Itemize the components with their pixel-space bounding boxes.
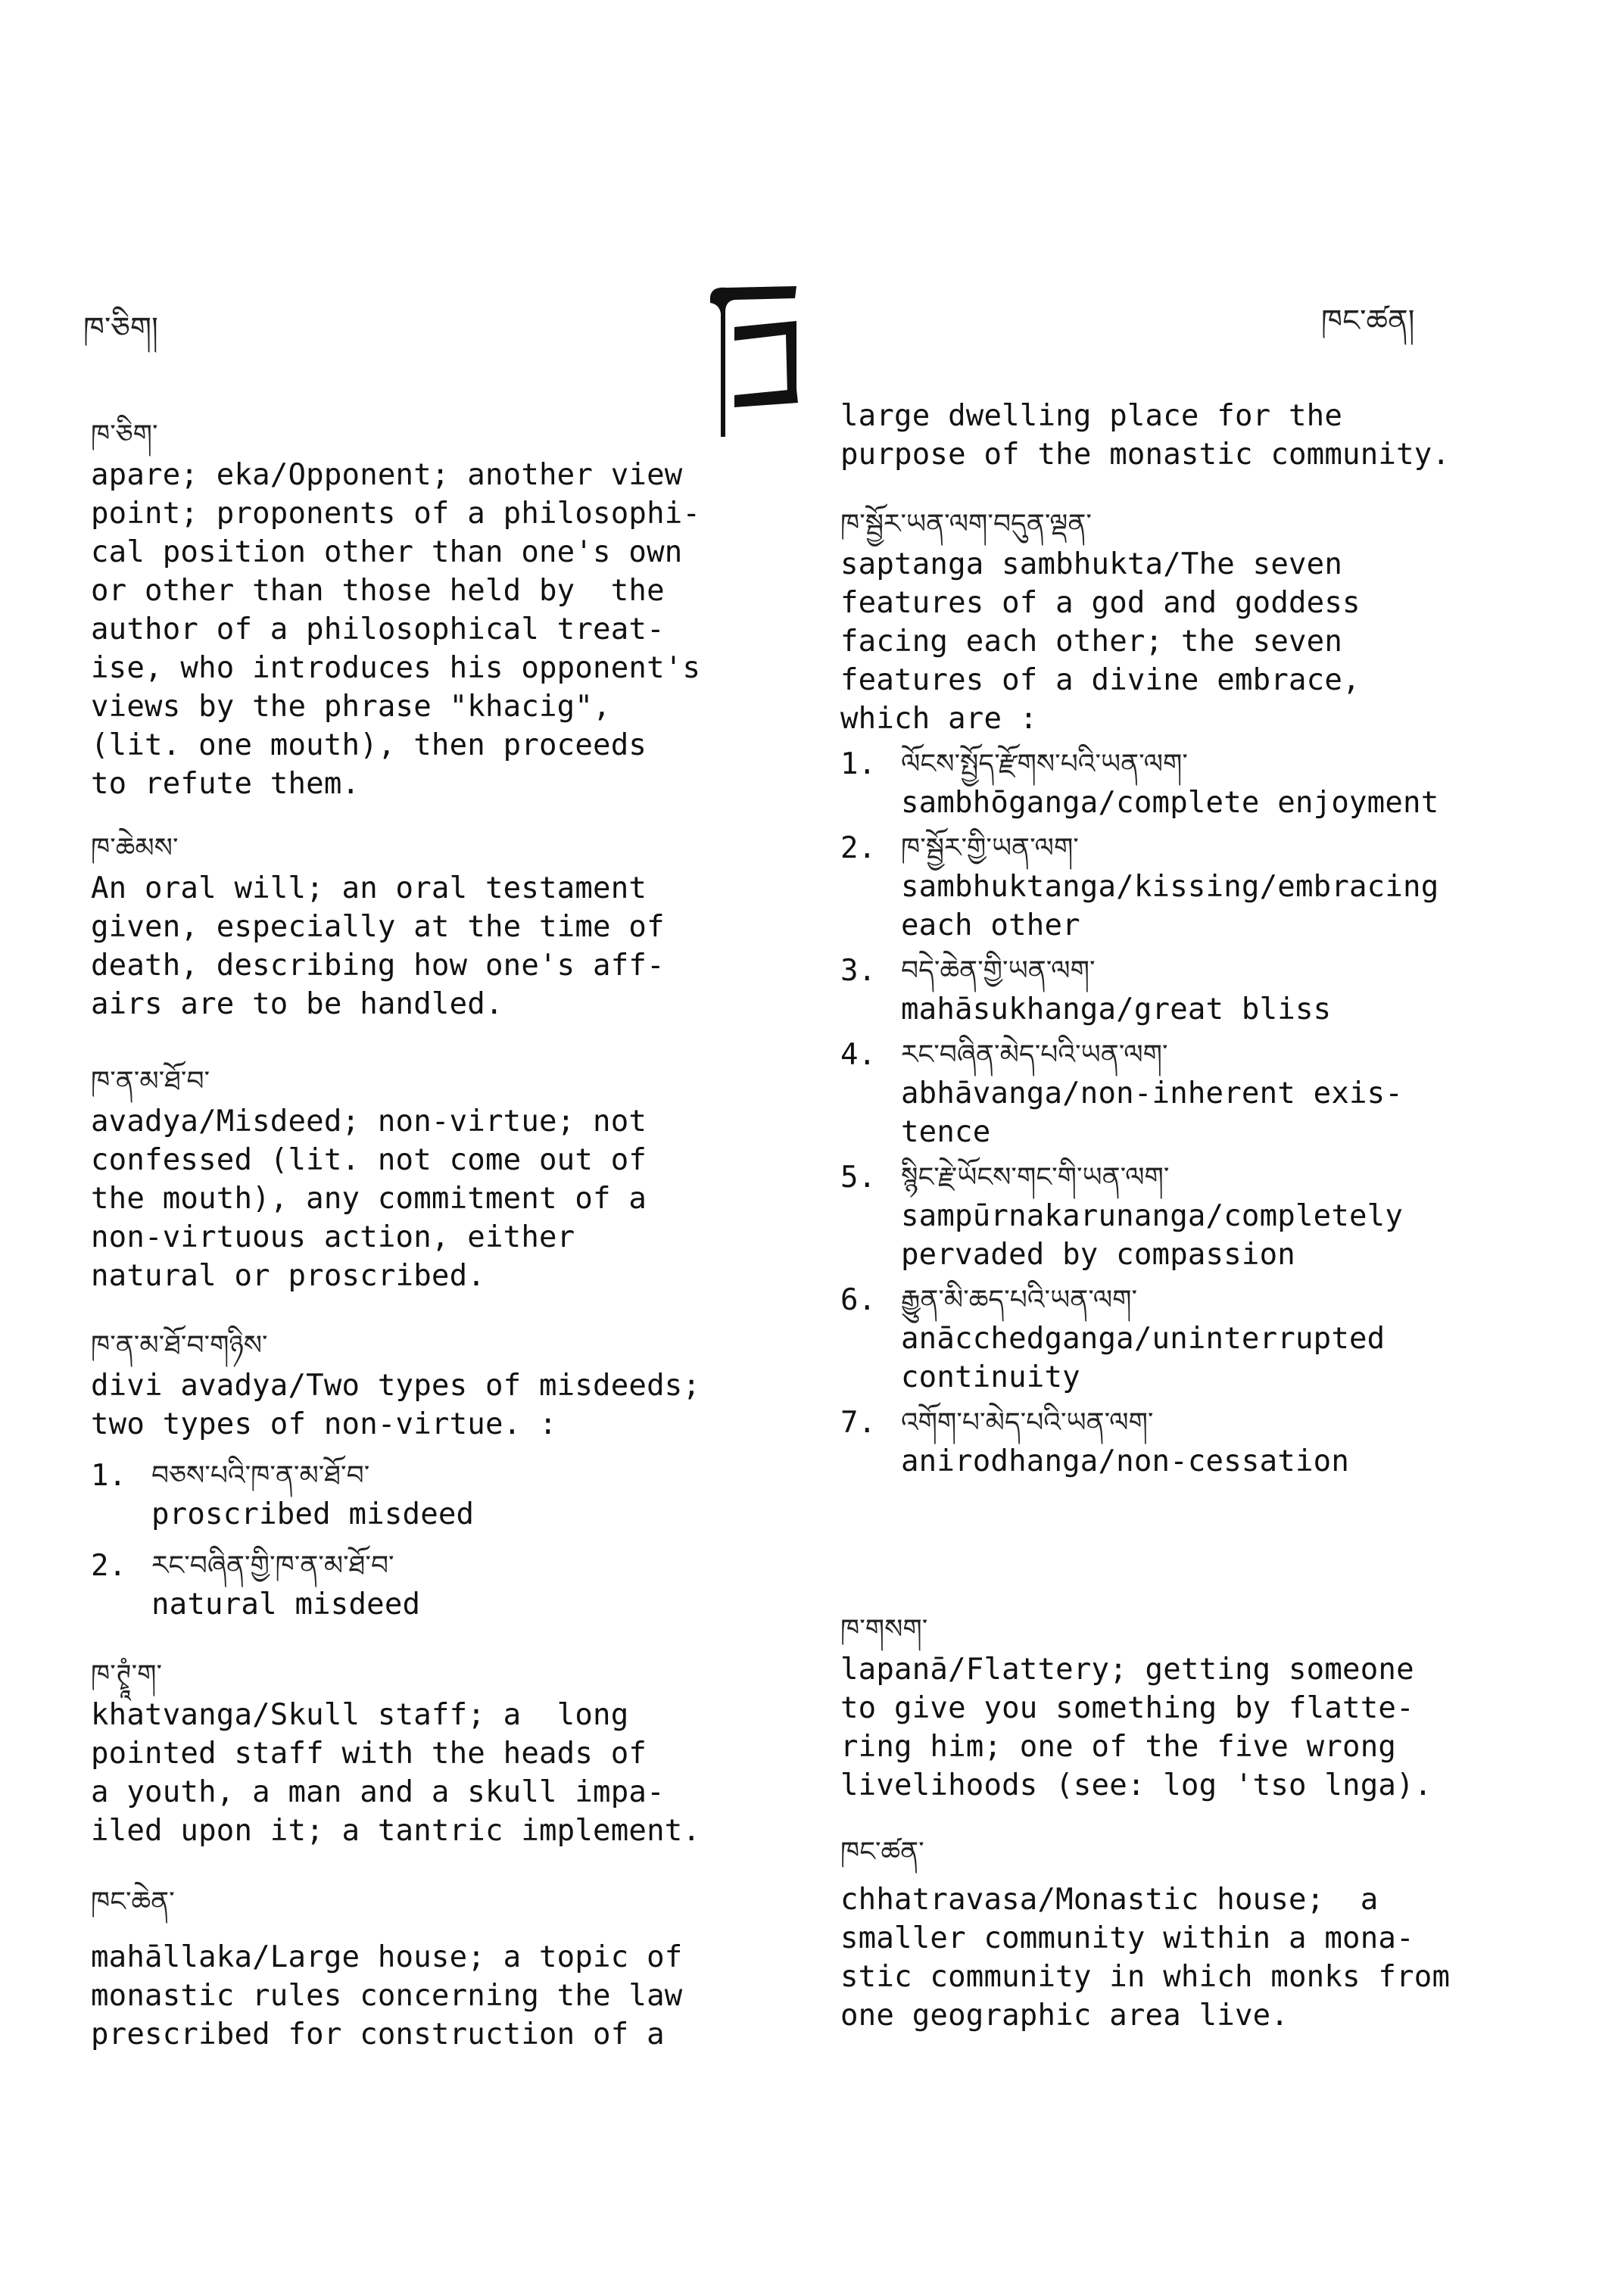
list-item [840,746,1439,822]
definition-continued: large dwelling place for the purpose of the monastic community. [840,399,1451,472]
item-tibetan: སྙིང་རྗེ་ཡོངས་གང་གི་ཡན་ལག་ [901,1162,1170,1193]
continuation-text [840,397,1450,474]
item-text: anirodhanga/non-cessation [901,1444,1349,1478]
entry-khang-chen [91,1882,682,2054]
item-tibetan: རྒྱུན་མི་ཆད་པའི་ཡན་ལག་ [901,1285,1138,1316]
definition: chhatravasa/Monastic house; a smaller community within a mona- stic community in which monks from one geographic area live. [840,1883,1451,2033]
left-guideword: ཁ་ཅིག། [83,311,158,346]
list-item [840,830,1439,945]
item-tibetan: ཁ་སྦྱོར་གྱི་ཡན་ལག་ [901,833,1079,864]
item-text: sambhuktanga/kissing/embracing each other [901,870,1439,942]
item-tibetan: རང་བཞིན་མེད་པའི་ཡན་ལག་ [901,1039,1168,1070]
item-text: sambhōganga/complete enjoyment [901,786,1439,820]
headword: ཁང་ཚན་ [840,1837,924,1868]
entry-kha-na-ma-tho-ba [91,1061,647,1295]
item-number: 5. [840,1161,876,1195]
headword: ཁང་ཆེན་ [91,1886,175,1918]
list-item [840,952,1439,1029]
list-item [91,1457,700,1534]
item-text: sampūrnakarunanga/completely pervaded by compassion [901,1199,1404,1272]
definition: saptanga sambhukta/The seven features of a god and goddess facing each other; the seven features of a divine embrace, which are : [840,547,1361,736]
entry-kha-na-ma-tho-ba-gnyis [91,1326,700,1624]
item-number: 6. [840,1283,876,1317]
item-tibetan: བདེ་ཆེན་གྱི་ཡན་ལག་ [901,955,1096,986]
item-text: proscribed misdeed [151,1497,475,1531]
entry-khang-tshan [840,1832,1450,2035]
list-item [840,1282,1439,1397]
item-text: natural misdeed [151,1587,421,1622]
item-number: 2. [840,831,876,865]
entry-kha-chems [91,828,665,1023]
headword: ཁ་གསག་ [840,1614,928,1645]
definition: divi avadya/Two types of misdeeds; two types of non-virtue. : [91,1369,701,1441]
headword: ཁ་ན་མ་ཐོ་བ་གཉིས་ [91,1330,268,1361]
item-number: 1. [840,747,876,781]
definition: apare; eka/Opponent; another view point; proponents of a philosophi- cal position other than one's own or other than those held by the author of a philosophical treat- ise, who introduces his opponent's views by the phrase "khacig", (lit. one mouth), then proceeds to refute them. [91,458,701,801]
definition: An oral will; an oral testament given, especially at the time of death, describing how one's aff- airs are to be handled. [91,871,665,1021]
headword: ཁ་ཅིག་ [91,419,158,450]
list-item [840,1159,1439,1274]
headword: ཁ་སྦྱོར་ཡན་ལག་བདུན་ལྡན་ [840,509,1092,540]
definition: mahāllaka/Large house; a topic of monastic rules concerning the law prescribed for construction of a [91,1940,683,2052]
list-item [840,1036,1439,1151]
item-number: 3. [840,954,876,988]
list-item [840,1404,1439,1481]
item-tibetan: ལོངས་སྤྱོད་རྫོགས་པའི་ཡན་ལག་ [901,749,1188,780]
entry-kha-gsag [840,1609,1432,1805]
item-number: 7. [840,1406,876,1440]
item-number: 4. [840,1038,876,1072]
item-text: abhāvanga/non-inherent exis- tence [901,1076,1404,1149]
item-tibetan: འགོག་པ་མེད་པའི་ཡན་ལག་ [901,1407,1154,1438]
definition: khatvanga/Skull staff; a long pointed staff with the heads of a youth, a man and a skull impa- iled upon it; a tantric implement. [91,1698,701,1848]
headword: ཁ་ཊྭཱཾ་ག་ [91,1659,163,1690]
entry-kha-sbyor-yan-lag-bdun-ldan [840,504,1439,1481]
item-number: 1. [91,1459,126,1493]
definition: lapanā/Flattery; getting someone to give you something by flatte- ring him; one of the five wrong livelihoods (see: log 'tso lnga). [840,1653,1432,1802]
headword: ཁ་ཆེམས་ [91,833,179,864]
section-letter-glyph [704,282,803,441]
item-tibetan: བཅས་པའི་ཁ་ན་མ་ཐོ་བ་ [151,1460,370,1491]
item-text: mahāsukhanga/great bliss [901,992,1332,1027]
right-guideword: ཁང་ཚན། [1321,304,1415,338]
list-item [91,1547,700,1624]
entry-kha-cig [91,415,700,803]
item-text: anācchedganga/uninterrupted continuity [901,1322,1386,1394]
entry-khatvanga [91,1655,700,1850]
headword: ཁ་ན་མ་ཐོ་བ་ [91,1066,210,1097]
definition: avadya/Misdeed; non-virtue; not confessed (lit. not come out of the mouth), any commitment of a non-virtuous action, either natural or proscribed. [91,1104,647,1293]
item-tibetan: རང་བཞིན་གྱི་ཁ་ན་མ་ཐོ་བ་ [151,1550,394,1581]
item-number: 2. [91,1549,126,1583]
